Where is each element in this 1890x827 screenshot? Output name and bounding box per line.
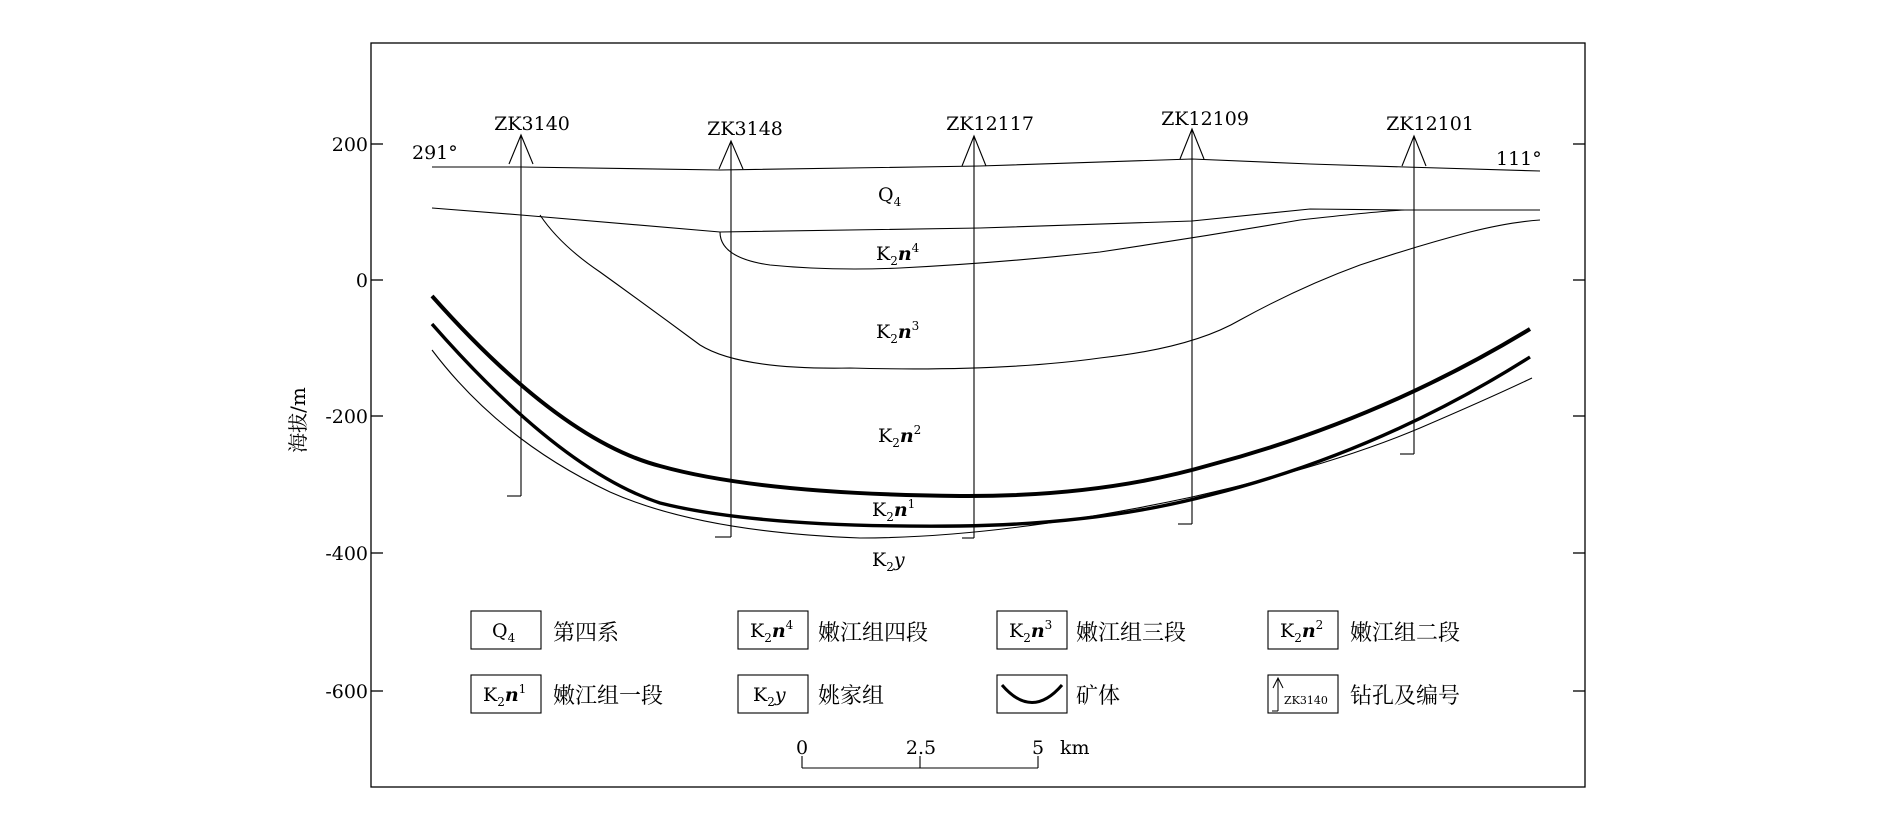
stratum-label-k2n4: $K_2n^4$	[876, 241, 920, 268]
scale-bar	[796, 737, 1090, 768]
scale-label: 5	[1031, 737, 1045, 759]
stratum-labels	[872, 184, 921, 574]
y-tick-label: 200	[331, 134, 368, 156]
legend-item-ore-body	[997, 675, 1120, 713]
legend-item-k2y	[738, 675, 884, 713]
borehole-zk12117	[962, 136, 986, 538]
q4-base-line	[432, 208, 1540, 232]
legend-item-q4	[471, 611, 619, 649]
svg-text:K2n1: $K_2n^1$	[483, 682, 527, 709]
legend-text: 矿体	[1076, 684, 1121, 709]
scale-label: 0	[795, 737, 809, 759]
orientation-right: 111°	[1496, 148, 1542, 170]
plot-frame	[371, 43, 1585, 787]
borehole-label: ZK12109	[1161, 108, 1249, 130]
stratum-label-q4: $Q_4$	[878, 184, 902, 209]
k2n3-base-line	[540, 215, 1540, 369]
legend-item-k2n4	[738, 611, 928, 649]
orientation-left: 291°	[412, 142, 458, 164]
borehole-zk12101	[1400, 136, 1426, 454]
scale-label: 2.5	[905, 737, 937, 759]
legend-text: 嫩江组一段	[553, 684, 664, 709]
borehole-zk12109	[1178, 129, 1204, 524]
svg-text:K2n2: $K_2n^2$	[1280, 618, 1324, 645]
stratum-boundaries	[432, 159, 1540, 538]
y-axis-label: 海拔/m	[286, 387, 310, 453]
legend	[471, 611, 1460, 713]
ore-body-upper	[432, 296, 1530, 496]
y-tick-label: -600	[325, 681, 368, 703]
svg-text:K2n3: $K_2n^3$	[1009, 618, 1053, 645]
borehole-label: ZK12117	[946, 113, 1034, 135]
svg-text:K2n4: $K_2n^4$	[750, 618, 794, 645]
stratum-label-k2n2: $K_2n^2$	[878, 423, 922, 450]
ore-body-symbol	[1002, 685, 1062, 703]
legend-text: 第四系	[553, 621, 620, 646]
legend-item-k2n2	[1268, 611, 1460, 649]
borehole-label: ZK12101	[1386, 113, 1474, 135]
borehole-labels	[494, 108, 1474, 140]
legend-borehole-label: ZK3140	[1284, 694, 1328, 707]
y-tick-label: -400	[325, 543, 368, 565]
stratum-label-k2n1: $K_2n^1$	[872, 497, 916, 524]
borehole-label: ZK3140	[494, 113, 570, 135]
boreholes	[507, 129, 1426, 538]
legend-text: 姚家组	[818, 684, 885, 709]
borehole-zk3140	[507, 135, 533, 496]
scale-unit: km	[1060, 737, 1090, 759]
ore-body	[432, 296, 1530, 526]
borehole-label: ZK3148	[707, 118, 783, 140]
y-tick-label: 0	[355, 270, 368, 292]
stratum-label-k2y: $K_2y$	[872, 549, 905, 574]
stratum-label-k2n3: $K_2n^3$	[876, 319, 920, 346]
k2n4-base-line	[720, 210, 1405, 269]
legend-text: 嫩江组三段	[1076, 621, 1187, 646]
legend-item-borehole	[1268, 675, 1460, 713]
y-tick-label: -200	[325, 406, 368, 428]
legend-item-k2n1	[471, 675, 663, 713]
borehole-symbol	[1272, 678, 1283, 711]
legend-text: 嫩江组四段	[818, 621, 929, 646]
legend-text: 嫩江组二段	[1350, 621, 1461, 646]
legend-item-k2n3	[997, 611, 1186, 649]
svg-text:K2y: $K_2y$	[753, 684, 786, 709]
y-axis	[286, 134, 1585, 703]
legend-text: 钻孔及编号	[1350, 684, 1461, 709]
svg-text:Q4: $Q_4$	[492, 620, 516, 645]
